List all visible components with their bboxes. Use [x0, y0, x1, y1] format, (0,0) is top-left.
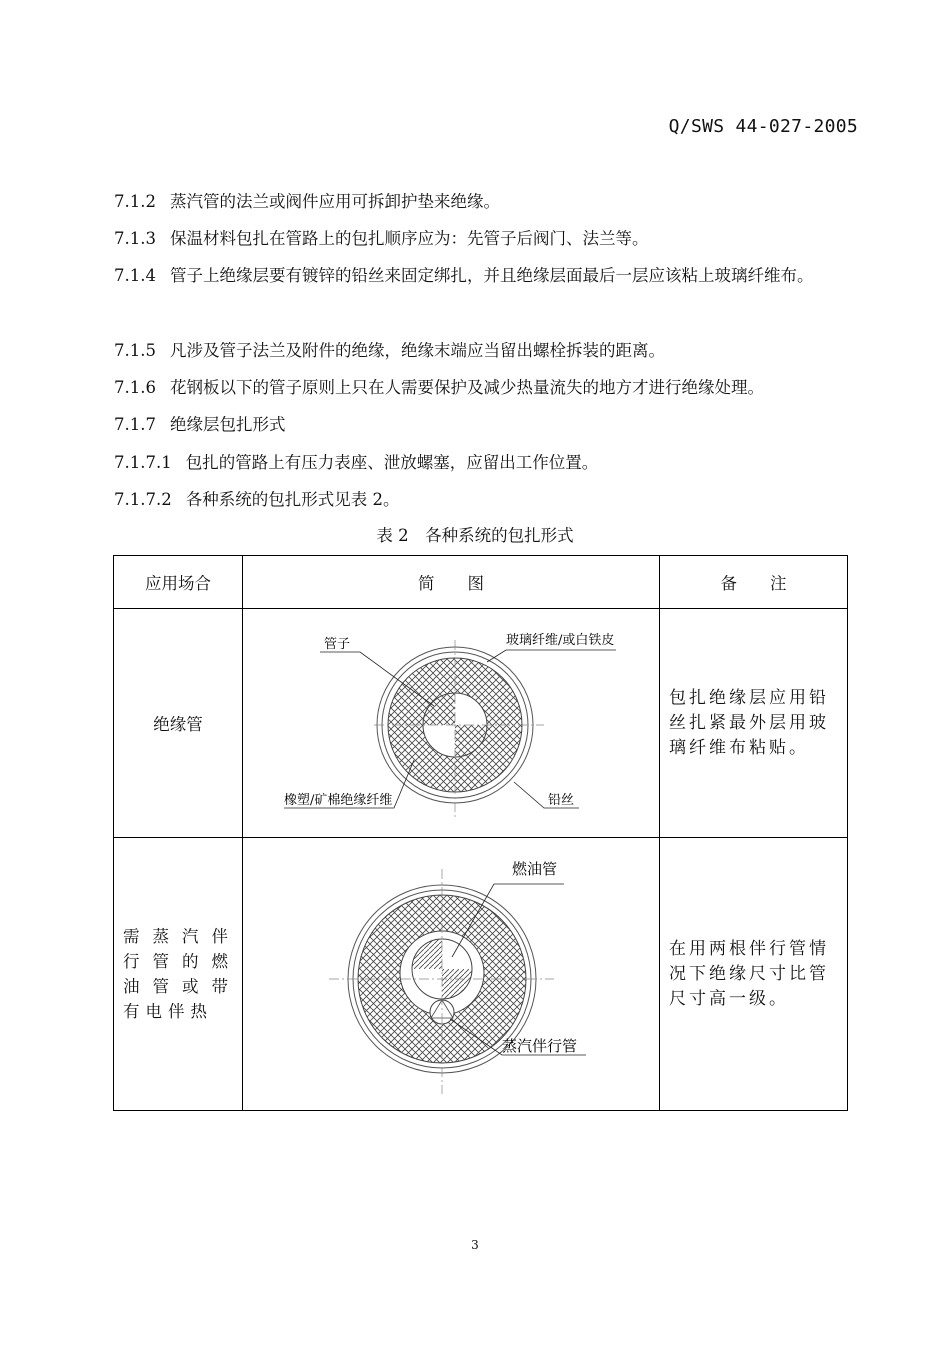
- clause-number: 7.1.5: [114, 341, 156, 360]
- clause-number: 7.1.2: [114, 192, 156, 211]
- application-cell: 绝缘管: [114, 609, 243, 838]
- table-row: [114, 838, 848, 1111]
- clause-text: 花钢板以下的管子原则上只在人需要保护及减少热量流失的地方才进行绝缘处理。: [169, 378, 764, 397]
- diagram-cell: [243, 609, 660, 838]
- paragraph-7-1-4: [114, 257, 862, 294]
- label-pipe: 管子: [324, 637, 351, 652]
- application-cell: 需蒸汽伴行管的燃油管或带有电伴热: [114, 838, 243, 1111]
- label-insulation-fiber: 橡塑/矿棉绝缘纤维: [284, 793, 393, 808]
- paragraph-7-1-6: [114, 369, 862, 406]
- clause-text: 各种系统的包扎形式见表 2。: [185, 490, 400, 509]
- clause-text: 绝缘层包扎形式: [169, 415, 286, 434]
- clause-text: 保温材料包扎在管路上的包扎顺序应为：先管子后阀门、法兰等。: [169, 229, 649, 248]
- table-row: [114, 609, 848, 838]
- header-application: 应用场合: [114, 556, 243, 609]
- clause-text: 管子上绝缘层要有镀锌的铅丝来固定绑扎，并且绝缘层面最后一层应该粘上玻璃纤维布。: [169, 266, 814, 285]
- note-cell: 在用两根伴行管情况下绝缘尺寸比管尺寸高一级。: [660, 838, 848, 1111]
- clause-number: 7.1.7.2: [114, 490, 172, 509]
- clause-number: 7.1.3: [114, 229, 156, 248]
- label-glass-fiber: 玻璃纤维/或白铁皮: [506, 633, 615, 648]
- label-steam-tracer: 蒸汽伴行管: [502, 1037, 578, 1055]
- diagram-cell: [243, 838, 660, 1111]
- insulated-pipe-diagram: [244, 610, 658, 836]
- header-diagram: 简 图: [243, 556, 660, 609]
- traced-fuel-pipe-diagram: [244, 839, 658, 1109]
- paragraph-7-1-3: [114, 220, 862, 257]
- clause-text: 凡涉及管子法兰及附件的绝缘，绝缘末端应当留出螺栓拆装的距离。: [169, 341, 665, 360]
- clause-number: 7.1.7: [114, 415, 156, 434]
- paragraph-7-1-7: [114, 406, 862, 443]
- label-fuel-pipe: 燃油管: [512, 860, 558, 878]
- clause-number: 7.1.4: [114, 266, 156, 285]
- document-code: Q/SWS 44-027-2005: [668, 116, 858, 137]
- table-header-row: [114, 556, 848, 609]
- header-note: 备 注: [660, 556, 848, 609]
- paragraph-7-1-7-2: [114, 481, 862, 518]
- note-cell: 包扎绝缘层应用铅丝扎紧最外层用玻璃纤维布粘贴。: [660, 609, 848, 838]
- clause-text: 蒸汽管的法兰或阀件应用可拆卸护垫来绝缘。: [169, 192, 500, 211]
- clause-text: 包扎的管路上有压力表座、泄放螺塞，应留出工作位置。: [185, 453, 599, 472]
- paragraph-7-1-5: [114, 332, 862, 369]
- wrapping-forms-table: [113, 555, 848, 1111]
- paragraph-7-1-2: [114, 183, 862, 220]
- clause-number: 7.1.7.1: [114, 453, 172, 472]
- table-caption: 表 2 各种系统的包扎形式: [376, 526, 574, 545]
- clause-number: 7.1.6: [114, 378, 156, 397]
- paragraph-7-1-7-1: [114, 444, 862, 481]
- page-number: 3: [471, 1238, 479, 1252]
- label-lead-wire: 铅丝: [548, 793, 575, 808]
